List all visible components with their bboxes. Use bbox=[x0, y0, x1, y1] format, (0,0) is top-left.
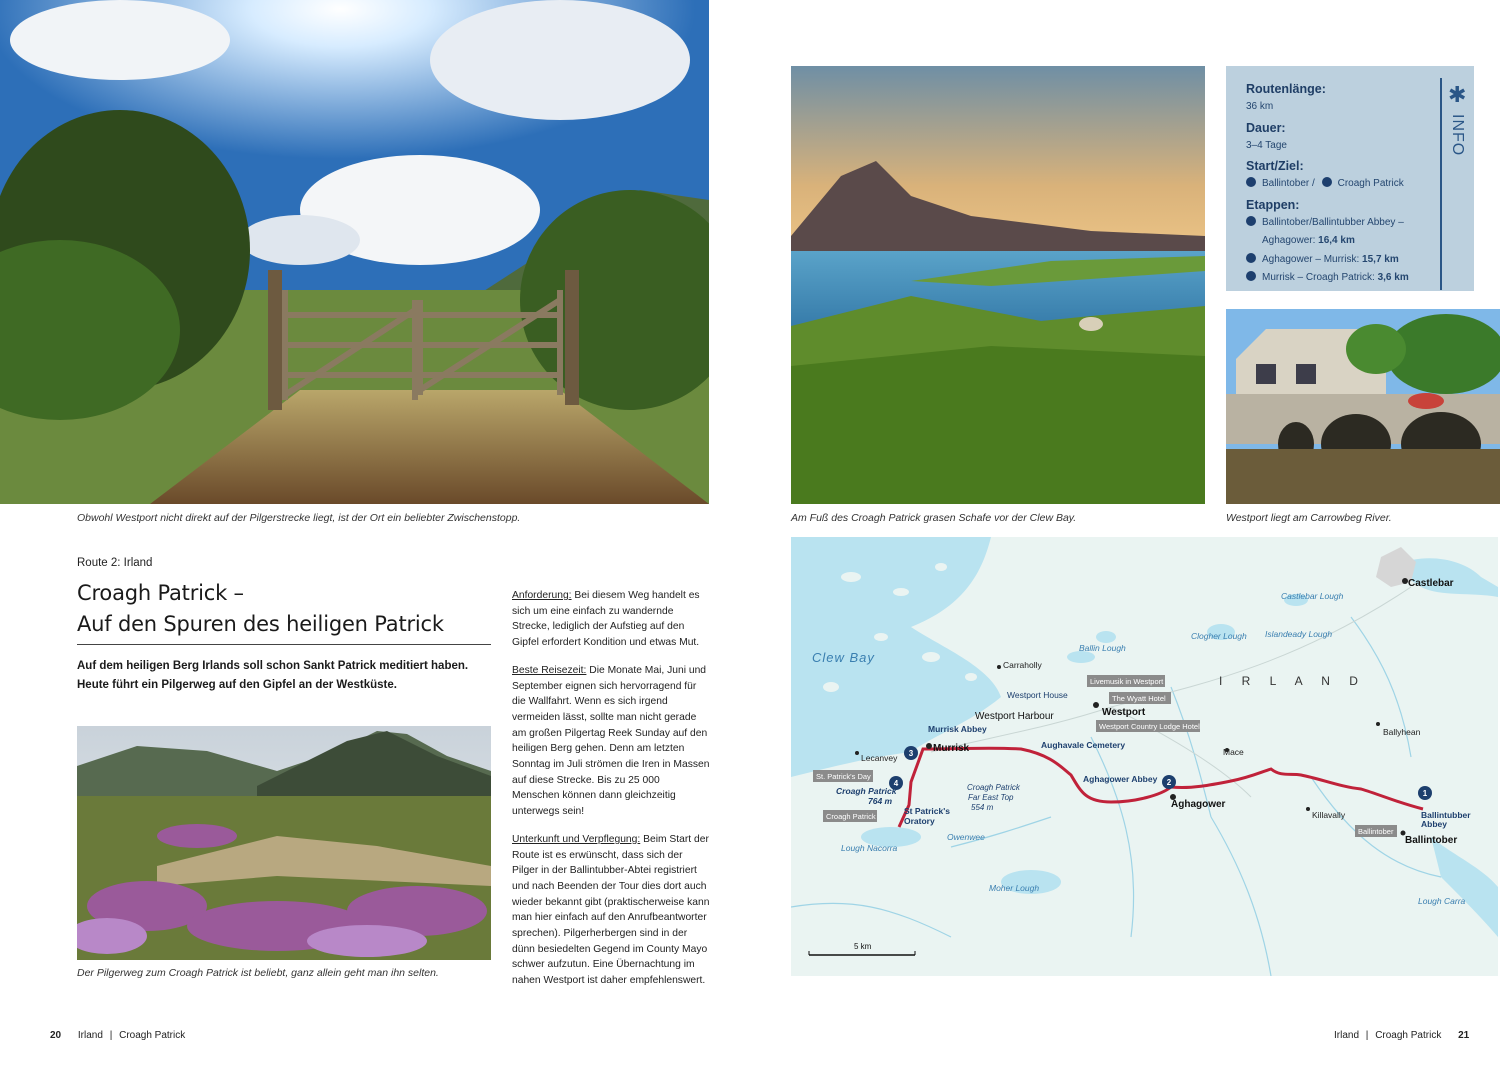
label-murrisk-abbey: Murrisk Abbey bbox=[928, 724, 987, 734]
tag-croagh-patrick: Croagh Patrick bbox=[826, 812, 876, 821]
label-aughavale: Aughavale Cemetery bbox=[1041, 740, 1126, 750]
tag-st-patricks-day: St. Patrick's Day bbox=[816, 772, 871, 781]
label-carraholly: Carraholly bbox=[1003, 660, 1042, 670]
duration-value: 3–4 Tage bbox=[1246, 139, 1287, 151]
map-pin-2 bbox=[1162, 775, 1176, 789]
label-owenwee: Owenwee bbox=[947, 832, 985, 842]
label-killavally: Killavally bbox=[1312, 810, 1346, 820]
bridge-photo bbox=[1226, 309, 1500, 504]
map-pin-1 bbox=[1418, 786, 1432, 800]
bay-photo bbox=[791, 66, 1205, 504]
tag-wyatt: The Wyatt Hotel bbox=[1112, 694, 1166, 703]
page-number-left: 20 bbox=[50, 1030, 62, 1041]
label-islandeady-lough: Islandeady Lough bbox=[1265, 629, 1333, 639]
label-far-east-3: 554 m bbox=[971, 803, 994, 812]
label-mace: Mace bbox=[1223, 747, 1244, 757]
footer-left-route: Croagh Patrick bbox=[119, 1030, 186, 1041]
footer-right: Irland | Croagh Patrick 21 bbox=[1334, 1030, 1470, 1041]
route-label: Route 2: Irland bbox=[77, 557, 153, 569]
label-castlebar-lough: Castlebar Lough bbox=[1281, 591, 1344, 601]
stages-label: Etappen: bbox=[1246, 197, 1300, 212]
label-lecanvey: Lecanvey bbox=[861, 753, 898, 763]
tag-livemusik: Livemusik in Westport bbox=[1090, 677, 1164, 686]
info-divider bbox=[1440, 78, 1442, 290]
label-moher-lough: Moher Lough bbox=[989, 883, 1040, 893]
article-title bbox=[77, 578, 491, 645]
startend-label: Start/Ziel: bbox=[1246, 159, 1304, 173]
bay-caption: Am Fuß des Croagh Patrick grasen Schafe vor der Clew Bay. bbox=[791, 512, 1077, 524]
stage-2: Aghagower – Murrisk: 15,7 km bbox=[1246, 251, 1436, 270]
map-pin-1-label: 1 bbox=[1422, 789, 1428, 798]
label-croagh-patrick: Croagh Patrick bbox=[836, 786, 897, 796]
footer-right-country: Irland bbox=[1334, 1030, 1360, 1041]
stage-1: Ballintober/Ballintubber Abbey – Aghagower: 16,4 km bbox=[1246, 214, 1436, 251]
label-castlebar: Castlebar bbox=[1408, 578, 1454, 589]
scale-label: 5 km bbox=[854, 942, 872, 951]
body-column bbox=[512, 588, 710, 1001]
paragraph-requirements: Anforderung: Bei diesem Weg handelt es sich um eine einfach zu wandernde Strecke, lediglich der Aufstieg auf den Gipfel erfordert Kondition und etwas Mut. bbox=[512, 590, 700, 649]
label-ballintober: Ballintober bbox=[1405, 835, 1458, 846]
label-ballin-lough: Ballin Lough bbox=[1079, 643, 1126, 653]
label-ballintubber-2: Abbey bbox=[1421, 819, 1447, 829]
end-text: Croagh Patrick bbox=[1337, 178, 1404, 189]
title-line-2: Auf den Spuren des heiligen Patrick bbox=[77, 612, 444, 636]
info-side-tab bbox=[1440, 78, 1472, 290]
label-croagh-height: 764 m bbox=[868, 796, 893, 806]
label-murrisk: Murrisk bbox=[933, 743, 970, 754]
stage-1-pin-icon bbox=[1246, 216, 1256, 226]
stage-3-pin-icon bbox=[1246, 271, 1256, 281]
footer-left: 20 Irland | Croagh Patrick bbox=[50, 1030, 186, 1041]
heather-caption: Der Pilgerweg zum Croagh Patrick ist beliebt, ganz allein geht man ihn selten. bbox=[77, 967, 439, 979]
paragraph-best-time: Beste Reisezeit: Die Monate Mai, Juni und September eignen sich hervorragend für die Wallfahrt. Wenn es sich irgend vermeiden lässt, sollte man nicht gerade am großen Pilgertag Reek Sunday auf den heiligen Berg gehen. Denn am letzten Sonntag im Juli strömen die Iren in Massen auf diese Strecke. Bis zu 25 000 Menschen können dann gleichzeitig unterwegs sein! bbox=[512, 664, 710, 818]
label-oratory-1: St Patrick's bbox=[904, 806, 950, 816]
label-oratory-2: Oratory bbox=[904, 816, 935, 826]
page-number-right: 21 bbox=[1458, 1030, 1470, 1041]
label-ballintubber-1: Ballintubber bbox=[1421, 810, 1471, 820]
label-irland: I R L A N D bbox=[1219, 674, 1366, 688]
label-lough-carra: Lough Carra bbox=[1418, 896, 1466, 906]
asterisk-icon: ✱ bbox=[1448, 82, 1467, 107]
label-clew-bay: Clew Bay bbox=[812, 650, 875, 665]
tag-country-lodge: Westport Country Lodge Hotel bbox=[1099, 722, 1200, 731]
gate-caption: Obwohl Westport nicht direkt auf der Pilgerstrecke liegt, ist der Ort ein beliebter Zwischenstopp. bbox=[77, 512, 521, 524]
map-pin-2-label: 2 bbox=[1166, 778, 1172, 787]
length-value: 36 km bbox=[1246, 101, 1274, 112]
map-pin-4-label: 4 bbox=[893, 779, 899, 788]
label-westport-house: Westport House bbox=[1007, 690, 1068, 700]
label-far-east-1: Croagh Patrick bbox=[967, 783, 1020, 792]
label-aghagower-abbey: Aghagower Abbey bbox=[1083, 774, 1158, 784]
heather-photo bbox=[77, 726, 491, 960]
info-content bbox=[1246, 78, 1436, 288]
label-westport-harbour: Westport Harbour bbox=[975, 711, 1054, 722]
stage-2-pin-icon bbox=[1246, 253, 1256, 263]
info-box bbox=[1226, 66, 1474, 291]
route-map bbox=[791, 537, 1498, 976]
label-far-east-2: Far East Top bbox=[968, 793, 1014, 802]
label-ballyhean: Ballyhean bbox=[1383, 727, 1421, 737]
title-line-1: Croagh Patrick – bbox=[77, 581, 244, 605]
label-clogher-lough: Clogher Lough bbox=[1191, 631, 1247, 641]
label-lough-nacorra: Lough Nacorra bbox=[841, 843, 898, 853]
footer-left-country: Irland bbox=[77, 1030, 103, 1041]
info-side-label: INFO bbox=[1449, 114, 1466, 157]
length-label: Routenlänge: bbox=[1246, 82, 1326, 96]
stage-3: Murrisk – Croagh Patrick: 3,6 km bbox=[1246, 269, 1436, 288]
duration-label: Dauer: bbox=[1246, 120, 1286, 135]
paragraph-accommodation: Unterkunft und Verpflegung: Beim Start der Route ist es erwünscht, dass sich der Pilger in der Ballintubber-Abtei registriert und nach Beenden der Tour dies dort auch wieder bekannt gibt (praktischerweise kann man hier einfach auf den Anrufbeantworter sprechen). Pilgerherbergen sind in der dünn besiedelten Gegend im County Mayo schwer aufzutun. Eine Übernachtung im nahen Westport ist daher empfehlenswert. bbox=[512, 833, 710, 987]
bridge-caption: Westport liegt am Carrowbeg River. bbox=[1226, 512, 1392, 524]
start-text: Ballintober / bbox=[1262, 178, 1315, 189]
map-pin-3 bbox=[904, 746, 918, 760]
startend-value bbox=[1246, 175, 1436, 194]
map-pin-3-label: 3 bbox=[908, 749, 914, 758]
label-aghagower: Aghagower bbox=[1171, 799, 1226, 810]
tag-ballintober: Ballintober bbox=[1358, 827, 1394, 836]
label-westport: Westport bbox=[1102, 707, 1146, 718]
lead-paragraph: Auf dem heiligen Berg Irlands soll schon Sankt Patrick meditiert haben. Heute führt ein Pilgerweg auf den Gipfel an der Westküste. bbox=[77, 660, 469, 691]
pin-4-icon bbox=[1322, 177, 1332, 187]
pin-1-icon bbox=[1246, 177, 1256, 187]
footer-right-route: Croagh Patrick bbox=[1375, 1030, 1442, 1041]
gate-photo bbox=[0, 0, 709, 504]
